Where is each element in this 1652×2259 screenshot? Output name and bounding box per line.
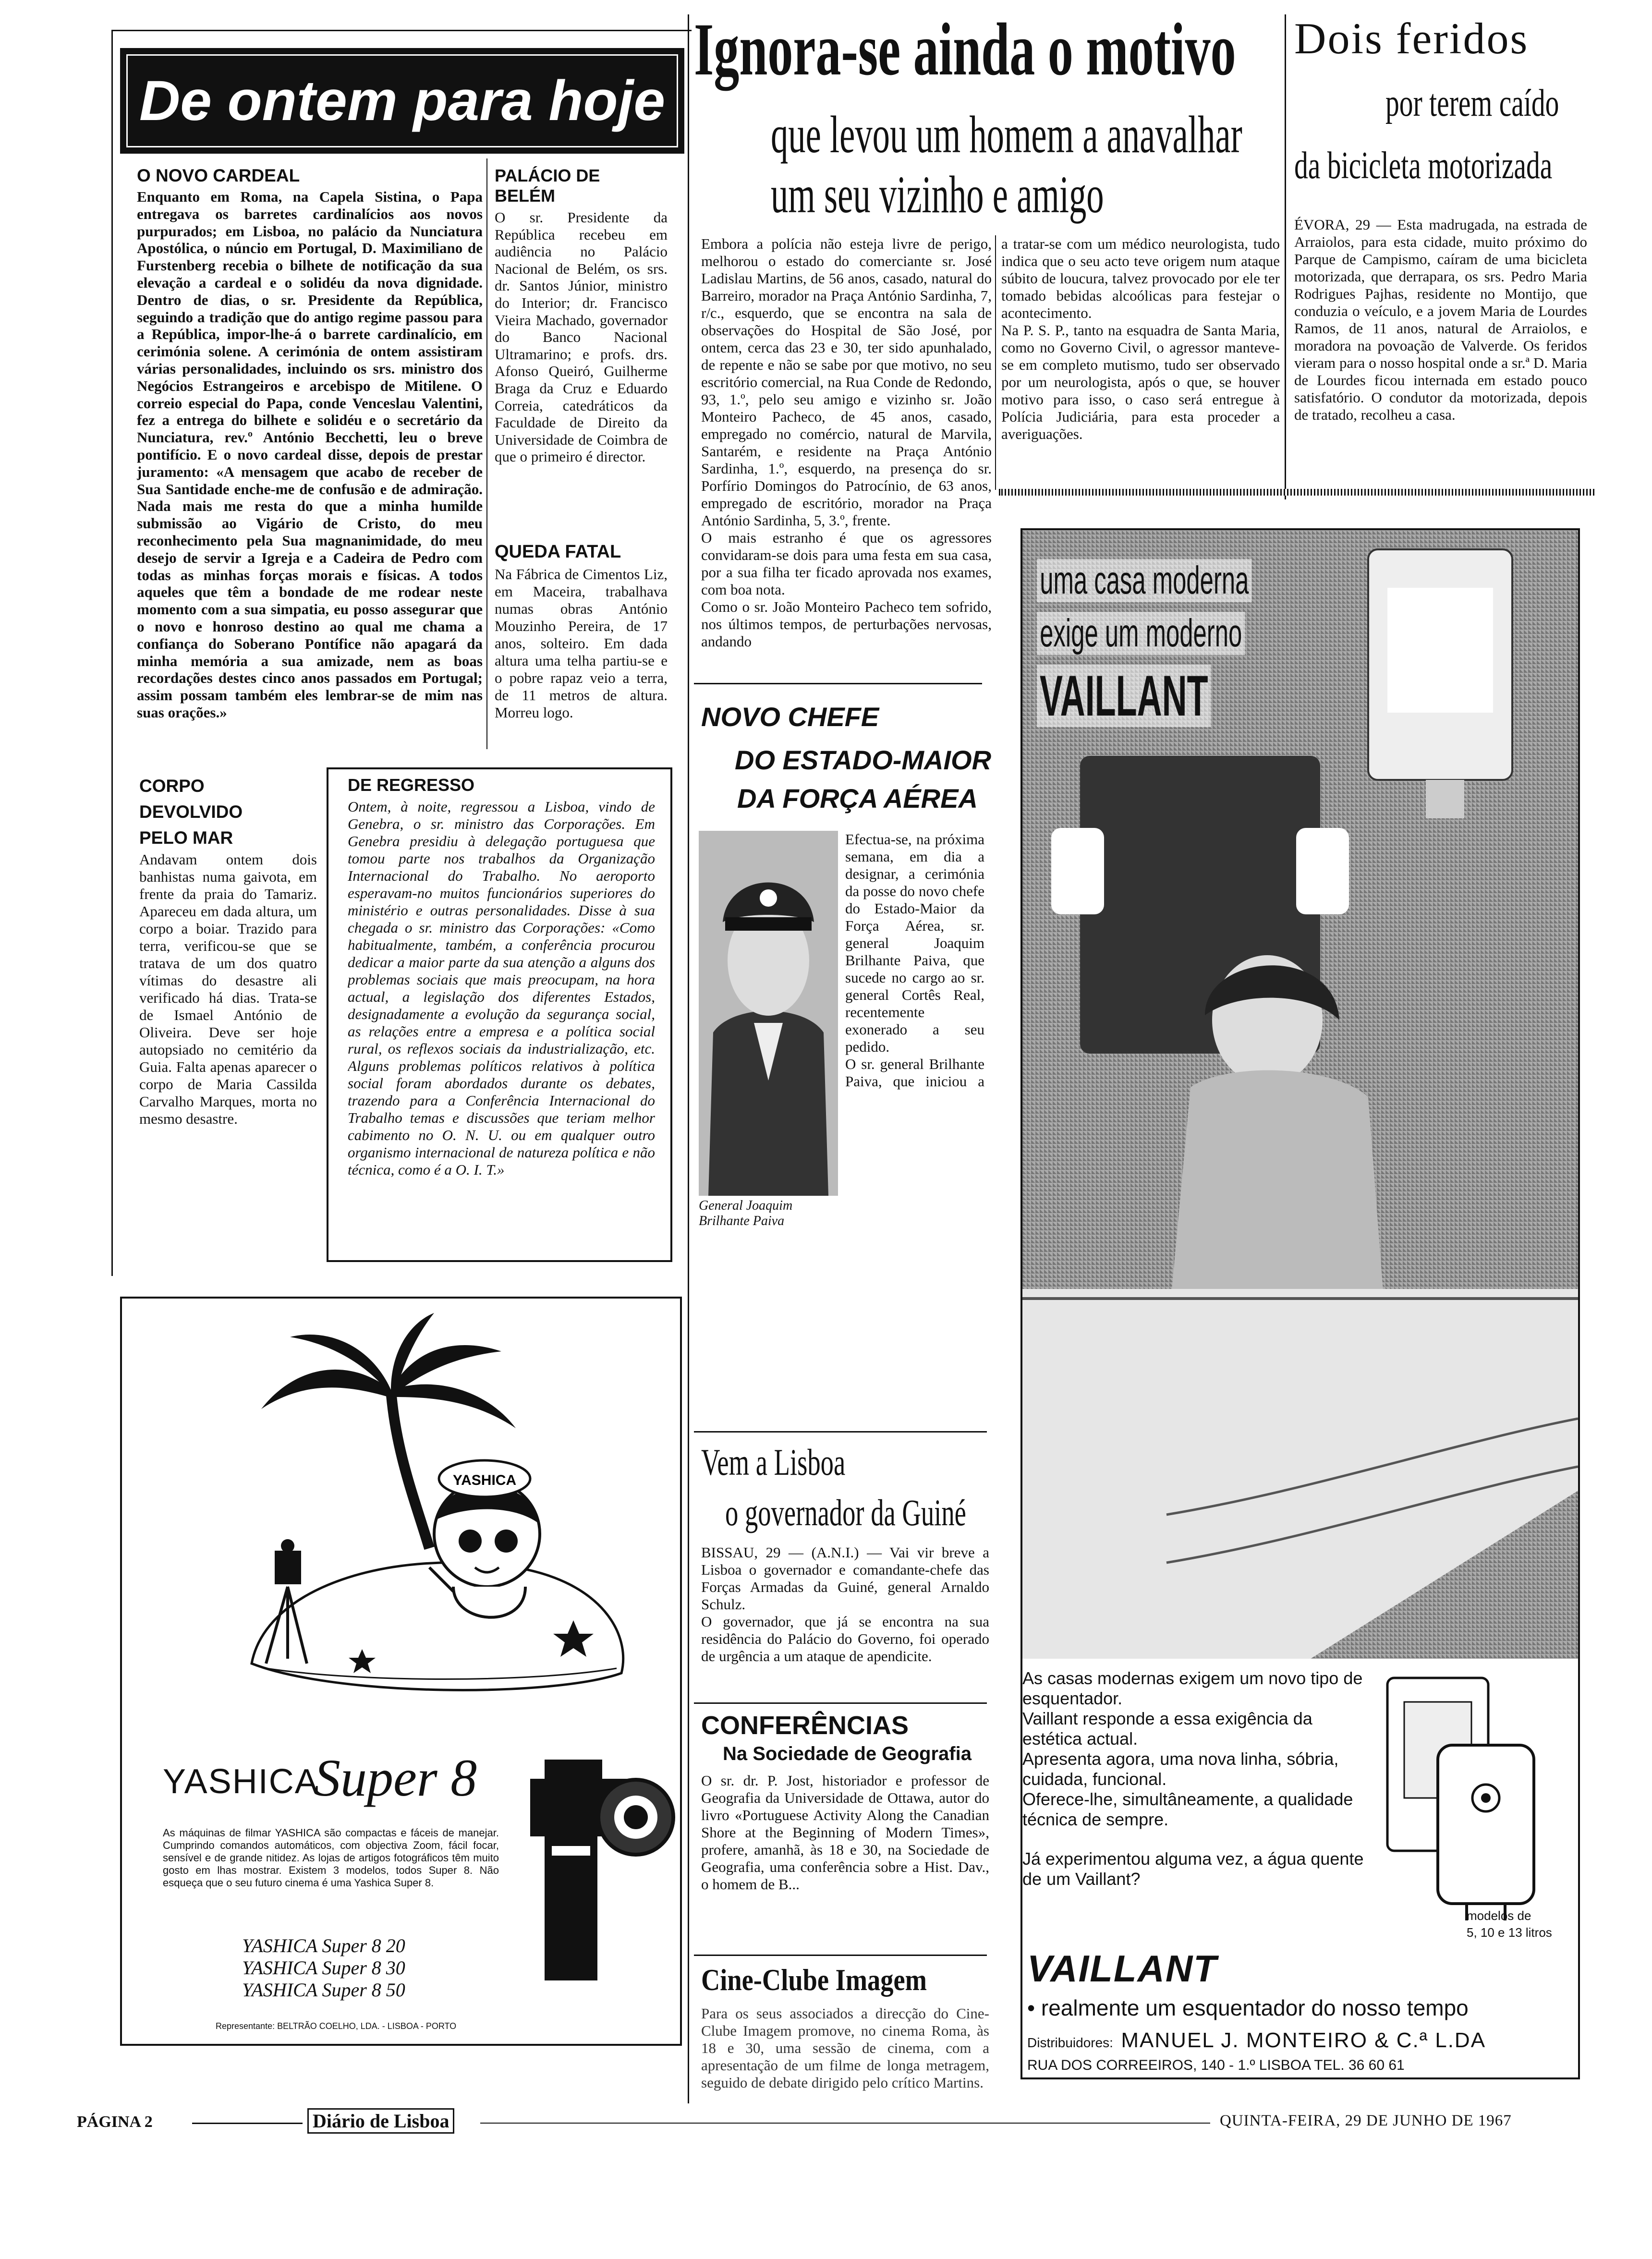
- main-col1: Embora a polícia não esteja livre de perigo, melhorou o estado do comerciante sr. José Ladislau Martins, de 56 anos, casado, natural do Barreiro, morador na Praça António Sardinha, 7, r/c., esquerdo, que se encontra na sala de observações do Hospital de São José, por ontem, cerca das 23 e 30, ter sido apunhalado, de repente e não se sabe por que motivo, no seu escritório comercial, na Rua Conde de Redondo, 93, 1.º, pelo seu amigo e vizinho sr. João Monteiro Pacheco, de 45 anos, casado, empregado no comércio, natural de Marvila, Santarém, e residente na Praça António Sardinha, 1.º, esquerdo, na presença do sr. Porfírio Domingos do Patrocínio, de 63 anos, empregado de escritório, morador na Praça António Sardinha, 5, 3.º, frente. O mais estranho é que os agressores convidaram-se dois para uma festa em sua casa, por a sua filha ter ficado aprovada nos exames, com boa nota. Como o sr. João Monteiro Pacheco tem sofrido, nos últimos tempos, de perturbações nervosas, andando: [701, 235, 992, 650]
- guine-body: BISSAU, 29 — (A.N.I.) — Vai vir breve a Lisboa o governador e comandante-chefe das Forças Armadas da Guiné, general Arnaldo Schulz. O governador, que já se encontra na sua residência do Palácio do Governo, foi operado de urgência a um ataque de apendicite.: [701, 1544, 989, 1664]
- yashica-copy: As máquinas de filmar YASHICA são compactas e fáceis de manejar. Cumprindo comandos automáticos, com objectiva Zoom, fácil focar, sensível e de grande nitidez. As lojas de artigos fotográficos têm muito gosto em lhas mostrar. Existem 3 modelos, todos Super 8. Não esqueça que o seu futuro cinema é uma Yashica Super 8.: [163, 1827, 499, 1889]
- novo-cardeal-body: Enquanto em Roma, na Capela Sistina, o Papa entregava os barretes cardinalícios aos novos purpurados; em Lisboa, no palácio da Nunciatura Apostólica, o núncio em Portugal, D. Maximiliano de Furstenberg recebia o bilhete de notificação da sua elevação a cardeal e o solidéu da nova dignidade. Dentro de dias, o sr. Presidente da República, seguindo a tradição que do antigo regime passou para a República, impor-lhe-á o barrete cardinalício, em cerimónia solene. A cerimónia de ontem assistiram várias personalidades, incluindo os srs. ministro dos Negócios Estrangeiros e arcebispo de Mitilene. O correio especial do Papa, conde Venceslau Valentini, fez a entrega do bilhete e solidéu e o secretário da Nunciatura, rev.º António Becchetti, leu o breve pontifício. E o novo cardeal disse, depois de prestar juramento: «A mensagem que acabo de receber de Sua Santidade enche-me de confusão e de admiração. Nada mais me resta do que a minha humilde submissão ao Vigário de Cristo, do meu reconhecimento pela Sua magnanimidade, do meu desejo de servir a Igreja e a Cadeira de Pedro com todas as minhas forças morais e físicas. A todos aqueles que têm a bondade de me rodear neste momento com a sua simpatia, eu posso assegurar que o novo e honroso destino ao qual me chama a confiança do Soberano Pontífice não apagará da minha memória a sua amizade, nem as boas recordações destes cinco anos passados em Portugal; assim possam também eles lembrar-se de mim nas suas orações.»: [137, 188, 483, 721]
- water-heater-product: [1378, 1673, 1541, 1923]
- corpo-heading: CORPO DEVOLVIDO PELO MAR: [139, 776, 243, 848]
- yashica-brand: YASHICA: [163, 1762, 319, 1801]
- feridos-headline-3: da bicicleta motorizada: [1294, 145, 1553, 187]
- conferencias-body: O sr. dr. P. Jost, historiador e professor de Geografia da Universidade de Ottawa, autor do livro «Portuguese Activity Along the Canadian Shore at the Beginning of Modern Times», profere, amanhã, às 18 e 30, na Sociedade de Geografia, uma conferência sobre a Hist. Dav., o homem de B...: [701, 1772, 989, 1893]
- vaillant-models: 5, 10 e 13 litros: [1467, 1925, 1552, 1940]
- regresso-box: [327, 767, 672, 1262]
- vaillant-slogan: • realmente um esquentador do nosso tempo: [1027, 1995, 1469, 2020]
- vaillant-photo: [1022, 530, 1578, 1659]
- vaillant-ad: [1020, 528, 1580, 2079]
- guine-headline-1: Vem a Lisboa: [701, 1441, 846, 1483]
- page-number: PÁGINA 2: [77, 2113, 153, 2131]
- banner: [120, 48, 684, 154]
- novo-cardeal-heading: O NOVO CARDEAL: [137, 166, 300, 185]
- corpo-body: Andavam ontem dois banhistas numa gaivota, em frente da praia do Tamariz. Apareceu em dada altura, um corpo a boiar. Trazido para terra, verificou-se que se tratava de um dos quatro vítimas do desastre ali verificado há dias. Trata-se de Ismael António de Oliveira. Deve ser hoje autopsiado no cemitério da Guia. Falta apenas aparecer o corpo de Maria Cassilda Carvalho Marques, morta no mesmo desastre.: [139, 851, 317, 1127]
- cineclube-heading: Cine-Clube Imagem: [701, 1963, 927, 1997]
- banner-title: De ontem para hoje: [139, 69, 665, 133]
- yashica-ad: [120, 1297, 682, 2046]
- vaillant-copy: [1022, 1668, 1368, 1889]
- feridos-body: ÉVORA, 29 — Esta madrugada, na estrada de Arraiolos, para esta cidade, muito próximo do Parque de Campismo, caíram de uma bicicleta motorizada, que derrapara, os srs. Pedro Maria Rodrigues Pajhas, residente no Montijo, que conduzia o veículo, e a jovem Maria de Lourdes Ramos, de 11 anos, natural de Arraiolos, e moradora na povoação de Valverde. Os feridos vieram para o nosso hospital onde a sr.ª D. Maria de Lourdes ficou internada em estado pouco satisfatório. O condutor da motorizada, depois de tratado, recolheu a casa.: [1294, 216, 1587, 423]
- yashica-model-20: YASHICA Super 8 20: [242, 1935, 405, 1956]
- regresso-body: Ontem, à noite, regressou a Lisboa, vindo de Genebra, o sr. ministro das Corporações. Em Genebra presidiu à delegação portuguesa que tomou parte nos trabalhos da Organização Internacional do Trabalho. No aeroporto esperavam-no muitos funcionários superiores do ministério e outras personalidades. Disse à sua chegada o sr. ministro das Corporações: «Como habitualmente, também, a conferência procurou dedicar a maior parte da sua atenção a alguns dos problemas sociais que mais preocupam, na hora actual, a legislação dos diferentes Estados, designadamente a evolução da segurança social, as relações entre a empresa e a política social rural, os reflexos sociais da industrialização, etc. Alguns problemas políticos relativos à política social foram abordados durante os debates, trazendo para a Conferência Internacional do Trabalho temas e discussões que teriam melhor cabimento no O. N. U. ou em qualquer outro organismo internacional de natureza política e não técnica, como é a O. I. T.»: [348, 798, 655, 1178]
- vaillant-copy-5: Já experimentou alguma vez, a água quente de um Vaillant?: [1022, 1849, 1364, 1889]
- vaillant-copy-1: As casas modernas exigem um novo tipo de esquentador.: [1022, 1668, 1363, 1708]
- vaillant-headline-3: VAILLANT: [1037, 665, 1211, 727]
- queda-heading: QUEDA FATAL: [495, 542, 621, 562]
- masthead: Diário de Lisboa: [307, 2108, 454, 2134]
- left-border: [111, 30, 113, 1276]
- feridos-headline-1: Dois feridos: [1294, 14, 1529, 63]
- conferencias-subheading: Na Sociedade de Geografia: [723, 1743, 972, 1764]
- vaillant-address: RUA DOS CORREEIROS, 140 - 1.º LISBOA TEL. 36 60 61: [1027, 2057, 1405, 2073]
- vaillant-brand: VAILLANT: [1027, 1947, 1217, 1990]
- main-headline-1: Ignora-se ainda o motivo: [694, 8, 1236, 91]
- regresso-heading: DE REGRESSO: [348, 775, 475, 795]
- chefe-headline-1: NOVO CHEFE: [701, 702, 879, 732]
- cineclube-body: Para os seus associados a direcção do Cine-Clube Imagem promove, no cinema Roma, às 18 e 30, uma sessão de cinema, com a apresentação de um filme de longa metragem, seguido de debate dirigido pelo crítico Martins.: [701, 2005, 989, 2091]
- yashica-model-30: YASHICA Super 8 30: [242, 1957, 405, 1979]
- vaillant-distrib-label: Distribuidores:: [1027, 2035, 1113, 2050]
- vaillant-headline-2: exige um moderno: [1037, 612, 1245, 655]
- chefe-body: Efectua-se, na próxima semana, em dia a designar, a cerimónia da posse do novo chefe do Estado-Maior da Força Aérea, sr. general Joaquim Brilhante Paiva, que sucede no cargo ao sr. general Cortês Real, recentemente exonerado a seu pedido. O sr. general Brilhante Paiva, que iniciou a: [845, 831, 984, 1090]
- palacio-heading: PALÁCIO DE BELÉM: [495, 166, 600, 206]
- feridos-headline-2: por terem caído: [1385, 82, 1559, 124]
- main-col2: a tratar-se com um médico neurologista, tudo indica que o seu acto teve origem num ataque súbito de loucura, talvez provocado por ele ter tomado bebidas alcoólicas para festejar o acontecimento. Na P. S. P., tanto na esquadra de Santa Maria, como no Governo Civil, o agressor manteve-se em completo mutismo, tudo ser observado por um neurologista, após o que, se houver motivo para isso, o caso será entregue à Polícia Judiciária, para esta proceder a averiguações.: [1001, 235, 1280, 442]
- general-caption: General Joaquim Brilhante Paiva: [699, 1198, 796, 1228]
- vaillant-headline-1: uma casa moderna: [1037, 559, 1252, 602]
- queda-body: Na Fábrica de Cimentos Liz, em Maceira, trabalhava numas obras António Mouzinho Pereira, de 17 anos, solteiro. Em dada altura uma telha partiu-se e o pobre rapaz veio a terra, de 11 metros de altura. Morreu logo.: [495, 566, 668, 721]
- vaillant-distrib: [1027, 2028, 1486, 2053]
- chefe-headline-3: DA FORÇA AÉREA: [737, 783, 978, 814]
- yashica-footer: Representante: BELTRÃO COELHO, LDA. - LISBOA - PORTO: [216, 2021, 457, 2031]
- main-headline-2: que levou um homem a anavalhar: [771, 105, 1242, 164]
- vaillant-models-label: modelos de: [1467, 1908, 1531, 1923]
- yashica-illustration: [122, 1299, 680, 2044]
- yashica-model-50: YASHICA Super 8 50: [242, 1979, 405, 2001]
- yashica-model-list: [242, 1935, 444, 2001]
- vaillant-copy-2: Vaillant responde a essa exigência da estética actual.: [1022, 1709, 1312, 1749]
- yashica-model: Super 8: [314, 1749, 477, 1807]
- chefe-headline-2: DO ESTADO-MAIOR: [735, 745, 992, 775]
- vaillant-copy-3: Apresenta agora, uma nova linha, sóbria, cuidada, funcional.: [1022, 1749, 1339, 1789]
- main-headline-3: um seu vizinho e amigo: [771, 165, 1104, 224]
- hat-text: YASHICA: [452, 1472, 517, 1488]
- top-rule: [113, 30, 692, 31]
- vaillant-copy-4: Oferece-lhe, simultâneamente, a qualidade técnica de sempre.: [1022, 1789, 1353, 1829]
- chefe-body-cont: [701, 1095, 984, 1388]
- palacio-body: O sr. Presidente da República recebeu em audiência no Palácio Nacional de Belém, os srs. dr. Santos Júnior, ministro do Interior; dr. Francisco Vieira Machado, governador do Banco Nacional Ultramarino; e profs. drs. Afonso Queiró, Guilherme Braga da Cruz e Eduardo Correia, catedráticos da Faculdade de Direito da Universidade de Coimbra de que o primeiro é director.: [495, 209, 668, 465]
- guine-headline-2: o governador da Guiné: [725, 1492, 966, 1533]
- vaillant-distrib-name: MANUEL J. MONTEIRO & C.ª L.DA: [1121, 2028, 1486, 2052]
- conferencias-heading: CONFERÊNCIAS: [701, 1711, 909, 1740]
- footer-date: QUINTA-FEIRA, 29 DE JUNHO DE 1967: [1220, 2112, 1512, 2129]
